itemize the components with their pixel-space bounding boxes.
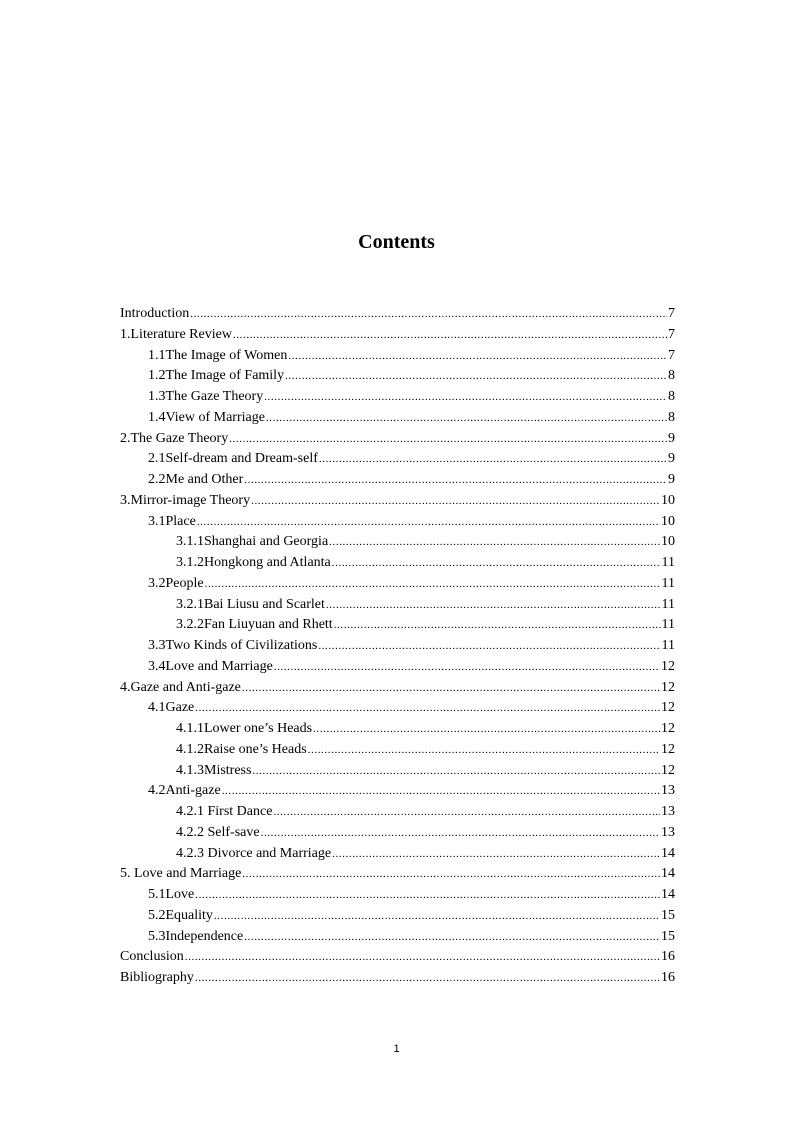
dot-leader (274, 657, 660, 678)
dot-leader (205, 574, 661, 595)
toc-entry-label: 3.1.1Shanghai and Georgia (176, 534, 329, 550)
toc-entry[interactable] (120, 346, 675, 367)
dot-leader (229, 429, 667, 450)
dot-leader (308, 740, 660, 761)
toc-entry-label: 4.1.1Lower one’s Heads (176, 721, 313, 736)
toc-entry-label: 1.1The Image of Women (148, 347, 288, 363)
toc-entry-label: 3.4Love and Marriage (148, 658, 273, 674)
toc-entry-page: 9 (668, 451, 675, 467)
dot-leader (222, 781, 660, 802)
toc-entry[interactable] (120, 408, 675, 429)
toc-entry-page: 9 (668, 472, 675, 487)
toc-entry-page: 14 (661, 845, 675, 861)
toc-entry-page: 15 (661, 907, 675, 923)
toc-entry-label: 5.2Equality (148, 907, 213, 923)
dot-leader (195, 698, 660, 719)
toc-entry-page: 10 (661, 534, 675, 550)
dot-leader (326, 595, 661, 616)
toc-entry[interactable] (120, 429, 675, 450)
toc-entry-page: 8 (668, 409, 675, 425)
dot-leader (329, 532, 660, 553)
dot-leader (195, 968, 660, 989)
toc-entry[interactable] (120, 657, 675, 678)
toc-entry-label: 2.1Self-dream and Dream-self (148, 451, 318, 467)
dot-leader (252, 761, 660, 782)
toc-entry-page: 7 (668, 326, 675, 342)
toc-entry-label: 3.1Place (148, 513, 196, 529)
toc-entry-page: 12 (661, 700, 675, 716)
toc-entry[interactable] (120, 595, 675, 616)
toc-entry[interactable] (120, 844, 675, 865)
toc-entry-label: 5.3Independence (148, 928, 244, 944)
toc-entry-page: 16 (661, 970, 675, 985)
toc-entry[interactable] (120, 366, 675, 387)
toc-entry-page: 7 (668, 306, 675, 321)
toc-entry-page: 13 (661, 783, 675, 799)
toc-entry-page: 13 (661, 804, 675, 819)
toc-entry-page: 7 (668, 347, 675, 363)
dot-leader (244, 470, 667, 491)
toc-entry[interactable] (120, 823, 675, 844)
toc-entry-label: 3.2.2Fan Liuyuan and Rhett (176, 617, 333, 633)
dot-leader (288, 346, 667, 367)
dot-leader (264, 387, 667, 408)
toc-entry[interactable] (120, 553, 675, 574)
toc-entry-page: 8 (668, 389, 675, 404)
toc-entry[interactable] (120, 470, 675, 491)
toc-entry-label: 1.4View of Marriage (148, 409, 265, 425)
toc-entry-label: 5.1Love (148, 887, 195, 902)
toc-entry-label: 4.1.3Mistress (176, 762, 252, 778)
toc-entry-label: 4.2.3 Divorce and Marriage (176, 845, 332, 861)
toc-entry[interactable] (120, 491, 675, 512)
toc-entry-label: 5. Love and Marriage (120, 866, 242, 882)
toc-entry-page: 14 (661, 887, 675, 902)
dot-leader (285, 366, 667, 387)
toc-entry-label: 4.2Anti-gaze (148, 783, 221, 799)
toc-entry-page: 11 (661, 617, 675, 633)
toc-entry-label: 3.2.1Bai Liusu and Scarlet (176, 596, 325, 612)
toc-entry[interactable] (120, 947, 675, 968)
dot-leader (266, 408, 667, 429)
table-of-contents (120, 304, 675, 989)
toc-entry[interactable] (120, 532, 675, 553)
toc-entry[interactable] (120, 906, 675, 927)
toc-entry-page: 12 (661, 762, 675, 778)
toc-entry-page: 16 (661, 949, 675, 965)
dot-leader (318, 636, 660, 657)
toc-entry-page: 11 (661, 596, 675, 612)
toc-entry[interactable] (120, 719, 675, 740)
toc-entry-page: 12 (661, 721, 675, 736)
dot-leader (214, 906, 660, 927)
toc-entry-label: 2.The Gaze Theory (120, 430, 229, 446)
toc-entry-label: 3.1.2Hongkong and Atlanta (176, 555, 331, 570)
dot-leader (261, 823, 660, 844)
page-number: 1 (393, 1043, 400, 1055)
toc-entry-page: 11 (661, 555, 675, 570)
toc-entry[interactable] (120, 615, 675, 636)
toc-entry-label: 1.Literature Review (120, 326, 232, 342)
toc-entry[interactable] (120, 927, 675, 948)
dot-leader (313, 719, 660, 740)
dot-leader (185, 947, 660, 968)
toc-entry[interactable] (120, 864, 675, 885)
toc-entry-page: 9 (668, 430, 675, 446)
toc-entry-label: 4.2.2 Self-save (176, 824, 260, 840)
toc-entry-page: 8 (668, 368, 675, 384)
toc-entry[interactable] (120, 387, 675, 408)
dot-leader (332, 844, 660, 865)
toc-entry-label: Introduction (120, 306, 190, 321)
toc-entry-label: 4.1.2Raise one’s Heads (176, 741, 307, 757)
dot-leader (197, 512, 660, 533)
toc-entry[interactable] (120, 968, 675, 989)
toc-entry-label: 3.3Two Kinds of Civilizations (148, 638, 318, 653)
toc-entry-page: 10 (661, 513, 675, 529)
page-title: Contents (358, 231, 435, 253)
toc-entry-page: 12 (661, 658, 675, 674)
toc-entry-label: 2.2Me and Other (148, 472, 244, 487)
toc-entry-page: 12 (661, 741, 675, 757)
dot-leader (319, 449, 667, 470)
toc-entry[interactable] (120, 781, 675, 802)
toc-entry[interactable] (120, 698, 675, 719)
toc-entry-page: 12 (661, 679, 675, 695)
toc-entry-page: 10 (661, 492, 675, 508)
toc-entry-label: 4.Gaze and Anti-gaze (120, 679, 241, 695)
toc-entry[interactable] (120, 802, 675, 823)
toc-entry[interactable] (120, 574, 675, 595)
toc-entry-label: 4.1Gaze (148, 700, 195, 716)
toc-entry-label: 1.2The Image of Family (148, 368, 285, 384)
dot-leader (334, 615, 661, 636)
dot-leader (244, 927, 660, 948)
dot-leader (195, 885, 660, 906)
toc-entry[interactable] (120, 636, 675, 657)
toc-entry-page: 13 (661, 824, 675, 840)
toc-entry[interactable] (120, 304, 675, 325)
dot-leader (273, 802, 660, 823)
toc-entry[interactable] (120, 761, 675, 782)
toc-entry-label: 1.3The Gaze Theory (148, 389, 264, 404)
toc-entry[interactable] (120, 512, 675, 533)
toc-entry[interactable] (120, 449, 675, 470)
toc-entry-label: Conclusion (120, 949, 184, 965)
toc-entry-page: 11 (661, 638, 675, 653)
dot-leader (242, 864, 660, 885)
toc-entry-label: 4.2.1 First Dance (176, 804, 273, 819)
toc-entry[interactable] (120, 885, 675, 906)
toc-entry-page: 15 (661, 928, 675, 944)
dot-leader (233, 325, 667, 346)
toc-entry[interactable] (120, 678, 675, 699)
toc-entry[interactable] (120, 740, 675, 761)
toc-entry-label: 3.2People (148, 575, 204, 591)
toc-entry-page: 14 (661, 866, 675, 882)
toc-entry-page: 11 (661, 575, 675, 591)
toc-entry[interactable] (120, 325, 675, 346)
toc-entry-label: Bibliography (120, 970, 194, 985)
dot-leader (190, 304, 667, 325)
dot-leader (332, 553, 661, 574)
dot-leader (251, 491, 660, 512)
dot-leader (242, 678, 660, 699)
toc-entry-label: 3.Mirror-image Theory (120, 492, 251, 508)
